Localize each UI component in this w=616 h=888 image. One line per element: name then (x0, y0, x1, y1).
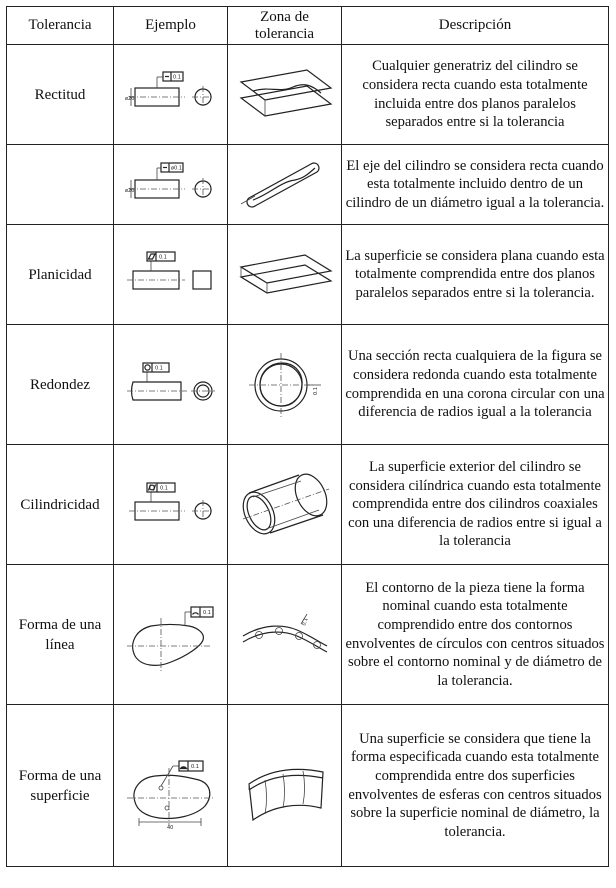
row-tolerancia: Redondez (7, 325, 114, 445)
row-tolerancia: Forma de una superficie (7, 705, 114, 867)
row-descripcion: El contorno de la pieza tiene la forma nominal cuando esta totalmente comprendido entre dos contornos envolventes de círculos con centros situados sobre el contorno nominal y de diámetro de la tolerancia. (342, 565, 609, 705)
example-figure (114, 225, 228, 325)
table-row (7, 45, 609, 145)
row-descripcion: El eje del cilindro se considera recta cuando esta totalmente incluido dentro de un cilindro de un diámetro igual a la tolerancia. (342, 145, 609, 225)
row-tolerancia: Rectitud (7, 45, 114, 145)
svg-text:0.1: 0.1 (159, 485, 168, 491)
svg-text:40: 40 (166, 824, 173, 831)
tolerance-table (6, 6, 609, 867)
zone-figure (228, 705, 342, 867)
zone-figure (228, 445, 342, 565)
svg-text:ø0.1: ø0.1 (170, 165, 182, 171)
row-tolerancia: Planicidad (7, 225, 114, 325)
table-row (7, 705, 609, 867)
svg-text:0.1: 0.1 (202, 609, 211, 616)
table-row (7, 325, 609, 445)
line-profile-symbol (192, 612, 198, 614)
zone-figure (228, 565, 342, 705)
svg-text:0.1: 0.1 (154, 365, 163, 371)
example-figure (114, 705, 228, 867)
header-zona: Zona de tolerancia (228, 7, 342, 45)
zone-figure (228, 145, 342, 225)
table-row (7, 145, 609, 225)
cylindricity-symbol (148, 484, 155, 490)
row-descripcion: Una sección recta cualquiera de la figura se considera redonda cuando esta totalmente comprendida en una corona circular con una diferencia de radios igual a la tolerancia (342, 325, 609, 445)
row-descripcion: La superficie se considera plana cuando esta totalmente comprendida entre dos planos paralelos separados entre si la tolerancia. (342, 225, 609, 325)
row-descripcion: La superficie exterior del cilindro se considera cilíndrica cuando esta totalmente comprendida entre dos cilindros coaxiales con una diferencia de radios entre si igual a la tolerancia (342, 445, 609, 565)
surface-profile-symbol (180, 766, 186, 768)
table-row (7, 445, 609, 565)
example-figure (114, 445, 228, 565)
example-figure (114, 565, 228, 705)
row-tolerancia: Forma de una línea (7, 565, 114, 705)
svg-text:ø20: ø20 (124, 187, 134, 194)
svg-text:0.1: 0.1 (312, 386, 319, 395)
example-figure (114, 325, 228, 445)
svg-text:0.1: 0.1 (172, 74, 181, 80)
header-ejemplo: Ejemplo (114, 7, 228, 45)
svg-text:0.1: 0.1 (158, 254, 167, 260)
row-tolerancia: Cilindricidad (7, 445, 114, 565)
svg-text:0.1: 0.1 (300, 616, 310, 627)
row-tolerancia (7, 145, 114, 225)
example-figure (114, 45, 228, 145)
zone-figure (228, 45, 342, 145)
row-descripcion: Una superficie se considera que tiene la forma especificada cuando esta totalmente comprendida entre dos superficies envolventes de esferas con centros situados sobre la superficie nominal de diámetro, la tolerancia. (342, 705, 609, 867)
flatness-symbol (148, 254, 155, 259)
svg-text:ø20: ø20 (124, 95, 134, 102)
row-descripcion: Cualquier generatriz del cilindro se considera recta cuando esta totalmente incluida entre dos planos paralelos separados entre si la tolerancia (342, 45, 609, 145)
zone-figure (228, 325, 342, 445)
table-row (7, 565, 609, 705)
example-figure (114, 145, 228, 225)
table-row (7, 225, 609, 325)
zone-figure (228, 225, 342, 325)
header-row (7, 7, 609, 45)
svg-text:0.1: 0.1 (190, 763, 199, 770)
header-descripcion: Descripción (342, 7, 609, 45)
circularity-symbol (144, 364, 149, 369)
header-tolerancia: Tolerancia (7, 7, 114, 45)
